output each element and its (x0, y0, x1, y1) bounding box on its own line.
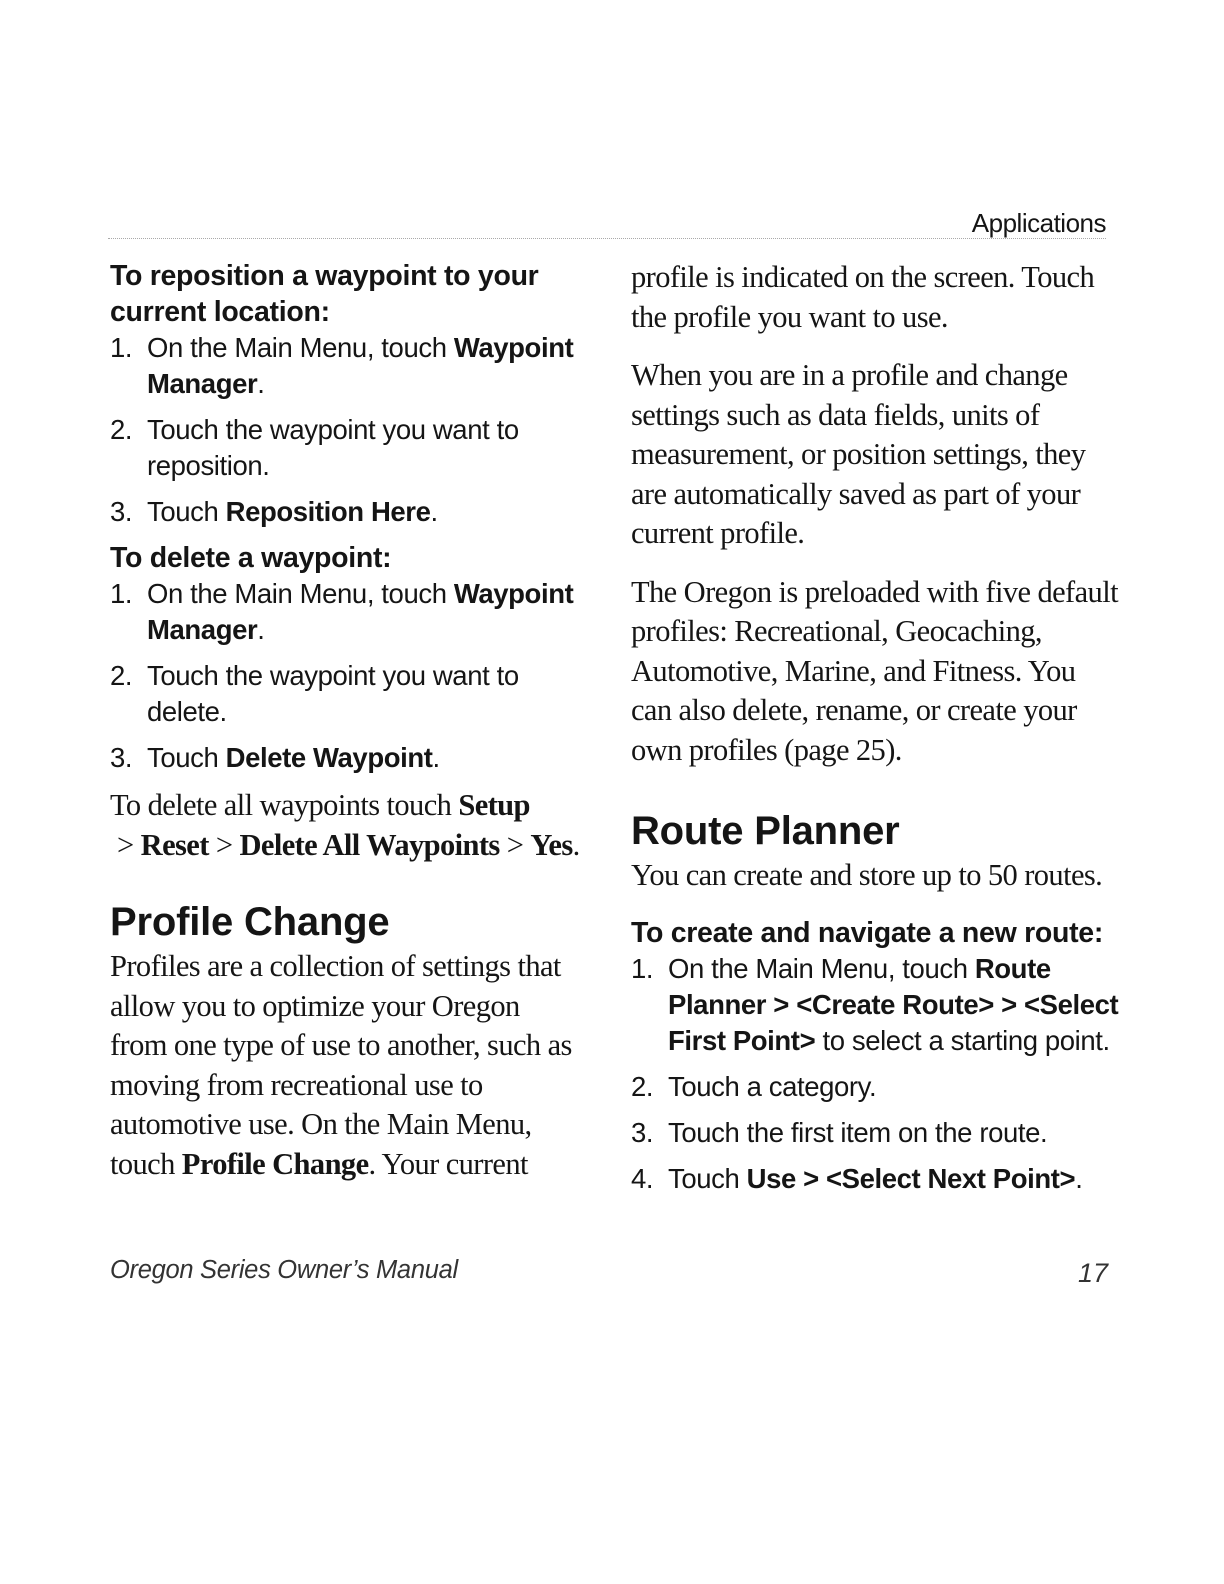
reposition-heading: To reposition a waypoint to your current location: (110, 260, 539, 328)
left-column (110, 258, 580, 1184)
ui-term: Reposition Here (225, 496, 431, 527)
step-number: 3. (631, 1116, 654, 1148)
route-create-heading: To create and navigate a new route: (631, 916, 1104, 949)
right-column (631, 258, 1121, 1207)
profile-change-title: Profile Change (110, 900, 390, 944)
header-divider (108, 238, 1106, 239)
ui-term: Use > <Select Next Point> (746, 1162, 1076, 1194)
list-item (110, 494, 580, 530)
list-item (631, 1115, 1121, 1151)
step-text: On the Main Menu, touch Waypoint Manager. (147, 332, 574, 399)
delete-all-note: To delete all waypoints touch Setup > Reset > Delete All Waypoints > Yes. (110, 788, 580, 862)
list-item (110, 658, 580, 730)
list-item (631, 1161, 1121, 1197)
route-create-steps (631, 951, 1121, 1197)
delete-steps (110, 576, 580, 776)
step-text: Touch the waypoint you want to delete. (147, 660, 519, 727)
list-item (110, 576, 580, 648)
delete-heading: To delete a waypoint: (110, 542, 392, 574)
step-number: 1. (110, 332, 133, 363)
step-text: Touch the waypoint you want to reposition. (147, 414, 519, 481)
step-number: 2. (631, 1070, 654, 1102)
step-number: 3. (110, 742, 133, 773)
step-number: 3. (110, 496, 133, 527)
profile-change-body: Profiles are a collection of settings that allow you to optimize your Oregon from one type of use to another, such as moving from recreational use to automotive use. On the Main Menu, touch Profile Change. Your current (110, 949, 572, 1181)
step-text: Touch Use > <Select Next Point>. (668, 1162, 1083, 1194)
list-item (110, 330, 580, 402)
reposition-steps (110, 330, 580, 530)
step-number: 1. (631, 952, 654, 984)
step-text: On the Main Menu, touch Waypoint Manager. (147, 578, 574, 645)
step-text: Touch the first item on the route. (668, 1116, 1048, 1148)
step-number: 2. (110, 414, 133, 445)
profile-settings-paragraph: When you are in a profile and change settings such as data fields, units of measurement, or position settings, they are automatically saved as part of your current profile. (631, 358, 1086, 550)
step-number: 2. (110, 660, 133, 691)
step-number: 1. (110, 578, 133, 609)
running-header: Applications (971, 208, 1106, 238)
ui-term: Profile Change (181, 1146, 369, 1181)
step-number: 4. (631, 1162, 654, 1194)
list-item (631, 951, 1121, 1059)
step-text: Touch Reposition Here. (147, 496, 438, 527)
step-text: Touch Delete Waypoint. (147, 742, 440, 773)
footer-manual-title: Oregon Series Owner’s Manual (110, 1256, 458, 1284)
ui-term: Waypoint Manager (147, 578, 574, 645)
page-number: 17 (1077, 1258, 1108, 1288)
ui-term: Waypoint Manager (147, 332, 574, 399)
list-item (110, 412, 580, 484)
list-item (631, 1069, 1121, 1105)
list-item (110, 740, 580, 776)
route-planner-title: Route Planner (631, 809, 900, 853)
profile-continuation: profile is indicated on the screen. Touch the profile you want to use. (631, 260, 1095, 334)
profile-preloaded-paragraph: The Oregon is preloaded with five default profiles: Recreational, Geocaching, Automotive, Marine, and Fitness. You can also delete, rename, or create your own profiles (page 25). (631, 574, 1118, 767)
ui-term: Route Planner > <Create Route> > <Select First Point> (668, 952, 1119, 1056)
ui-term: Delete Waypoint (225, 742, 433, 773)
step-text: On the Main Menu, touch Route Planner > <Create Route> > <Select First Point> to select a starting point. (668, 952, 1119, 1056)
step-text: Touch a category. (668, 1070, 877, 1102)
route-planner-intro: You can create and store up to 50 routes. (631, 858, 1103, 892)
